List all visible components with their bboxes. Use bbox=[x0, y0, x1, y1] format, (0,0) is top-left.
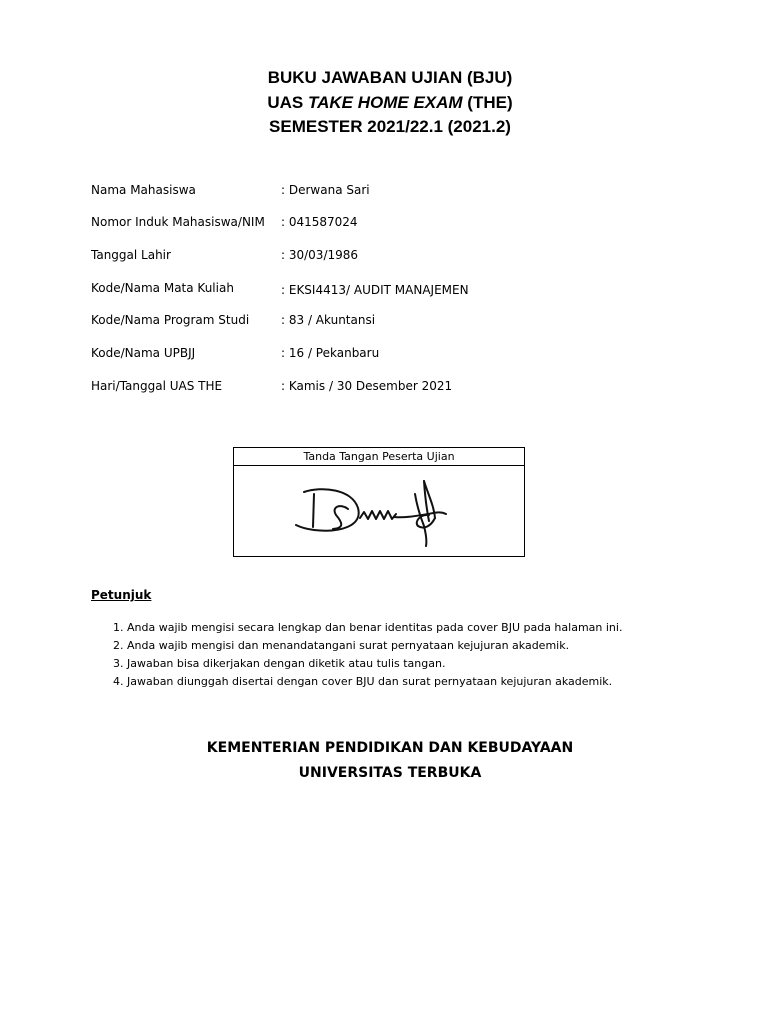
signature-heading: Tanda Tangan Peserta Ujian bbox=[234, 448, 524, 466]
footer-ministry: KEMENTERIAN PENDIDIKAN DAN KEBUDAYAAN bbox=[206, 740, 574, 756]
header-subtitle-prefix: UAS bbox=[267, 92, 308, 112]
identity-label: Nama Mahasiswa bbox=[91, 183, 196, 197]
identity-label: Tanggal Lahir bbox=[91, 248, 171, 262]
list-item: 4. Jawaban diunggah disertai dengan cover BJU dan surat pernyataan kejujuran akademik. bbox=[113, 675, 613, 688]
document-header bbox=[0, 66, 768, 140]
list-item: 1. Anda wajib mengisi secara lengkap dan benar identitas pada cover BJU pada halaman ini. bbox=[113, 621, 623, 634]
header-subtitle bbox=[0, 91, 768, 116]
identity-value: : 16 / Pekanbaru bbox=[281, 346, 380, 360]
header-semester: SEMESTER 2021/22.1 (2021.2) bbox=[269, 117, 511, 136]
identity-value: : Derwana Sari bbox=[281, 183, 370, 197]
identity-label: Hari/Tanggal UAS THE bbox=[91, 379, 223, 393]
header-subtitle-suffix: (THE) bbox=[462, 92, 513, 112]
list-item: 2. Anda wajib mengisi dan menandatangani surat pernyataan kejujuran akademik. bbox=[113, 639, 570, 652]
identity-value: : 30/03/1986 bbox=[281, 248, 359, 262]
instructions-list bbox=[113, 621, 622, 693]
signature-box bbox=[233, 447, 525, 557]
document-footer bbox=[0, 736, 768, 786]
signature-image bbox=[234, 466, 524, 556]
identity-value: : EKSI4413/ AUDIT MANAJEMEN bbox=[281, 283, 469, 297]
identity-label: Kode/Nama Program Studi bbox=[91, 313, 250, 327]
footer-university: UNIVERSITAS TERBUKA bbox=[298, 765, 482, 781]
identity-label: Nomor Induk Mahasiswa/NIM bbox=[91, 215, 265, 229]
identity-label: Kode/Nama Mata Kuliah bbox=[91, 281, 234, 295]
identity-label: Kode/Nama UPBJJ bbox=[91, 346, 196, 360]
identity-value: : Kamis / 30 Desember 2021 bbox=[281, 379, 453, 393]
list-item: 3. Jawaban bisa dikerjakan dengan diketik atau tulis tangan. bbox=[113, 657, 446, 670]
identity-value: : 041587024 bbox=[281, 215, 358, 229]
header-title: BUKU JAWABAN UJIAN (BJU) bbox=[267, 68, 513, 87]
header-subtitle-emphasis: TAKE HOME EXAM bbox=[308, 92, 463, 112]
instructions-title: Petunjuk bbox=[91, 588, 152, 602]
identity-value: : 83 / Akuntansi bbox=[281, 313, 376, 327]
